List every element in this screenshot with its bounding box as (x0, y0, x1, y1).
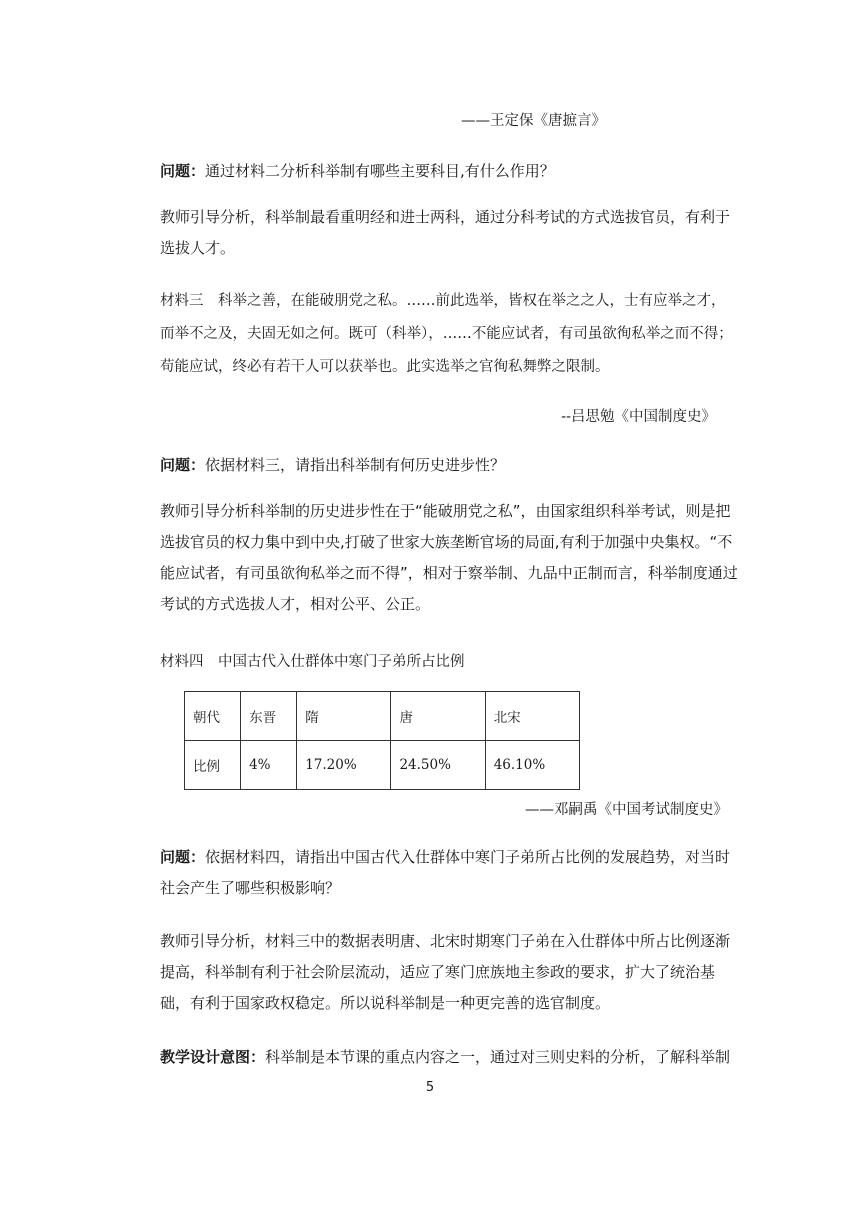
answer-2: 教师引导分析，科举制最看重明经和进士两科，通过分科考试的方式选拔官员，有利于选拔人才。 (160, 208, 731, 257)
question-3 (160, 450, 740, 481)
table-row (185, 741, 580, 790)
table-cell: 东晋 (241, 692, 297, 741)
question-label: 问题： (160, 848, 206, 866)
table-cell: 比例 (185, 741, 241, 790)
material-3-line-2: 而举不之及，夫固无如之何。既可（科举），……不能应试者，有司虽欲徇私举之而不得； (160, 326, 733, 342)
question-4 (160, 842, 740, 904)
table-cell: 隋 (297, 692, 391, 741)
table-cell: 唐 (391, 692, 485, 741)
material-3-line-3: 苟能应试，终必有若干人可以获举也。此实选举之官徇私舞弊之限制。 (160, 359, 610, 375)
design-label: 教学设计意图： (160, 1048, 266, 1066)
table-cell: 北宋 (485, 692, 579, 741)
design-intent (160, 1042, 740, 1073)
citation-tang-zhiyan: ——王定保《唐摭言》 (461, 113, 606, 129)
material-3-line-1: 材料三 科举之善，在能破朋党之私。……前此选举，皆权在举之之人，士有应举之才， (160, 293, 726, 309)
answer-4: 教师引导分析，材料三中的数据表明唐、北宋时期寒门子弟在入仕群体中所占比例逐渐提高，科举制有利于社会阶层流动，适应了寒门庶族地主参政的要求，扩大了统治基础，有利于国家政权稳定。所以说科举制是一种更完善的选官制度。 (160, 932, 731, 1012)
table-cell: 46.10% (485, 741, 579, 790)
design-text: 科举制是本节课的重点内容之一，通过对三则史料的分析，了解科举制 (265, 1048, 731, 1066)
citation-deng-siyu: ——邓嗣禹《中国考试制度史》 (525, 802, 728, 818)
answer-3: 教师引导分析科举制的历史进步性在于“能破朋党之私”，由国家组织科举考试，则是把选拔官员的权力集中到中央,打破了世家大族垄断官场的局面,有利于加强中央集权。“不能应试者，有司虽欲徇私举之而不得”，相对于察举制、九品中正制而言，科举制度通过考试的方式选拔人才，相对公平、公正。 (160, 502, 738, 613)
material-4-title: 材料四 中国古代入仕群体中寒门子弟所占比例 (160, 654, 465, 670)
question-label: 问题： (160, 162, 206, 180)
table-cell: 17.20% (297, 741, 391, 790)
table-cell: 朝代 (185, 692, 241, 741)
question-2 (160, 156, 740, 187)
table-row (185, 692, 580, 741)
page-number: 5 (425, 1080, 435, 1095)
citation-lv-simian: --吕思勉《中国制度史》 (561, 409, 716, 425)
question-label: 问题： (160, 456, 206, 474)
question-text: 依据材料三，请指出科举制有何历史进步性？ (205, 456, 506, 474)
ratio-table (184, 691, 580, 790)
question-text: 依据材料四，请指出中国古代入仕群体中寒门子弟所占比例的发展趋势，对当时社会产生了哪些积极影响？ (160, 848, 731, 897)
question-text: 通过材料二分析科举制有哪些主要科目,有什么作用？ (205, 162, 555, 180)
table-cell: 24.50% (391, 741, 485, 790)
table-cell: 4% (241, 741, 297, 790)
